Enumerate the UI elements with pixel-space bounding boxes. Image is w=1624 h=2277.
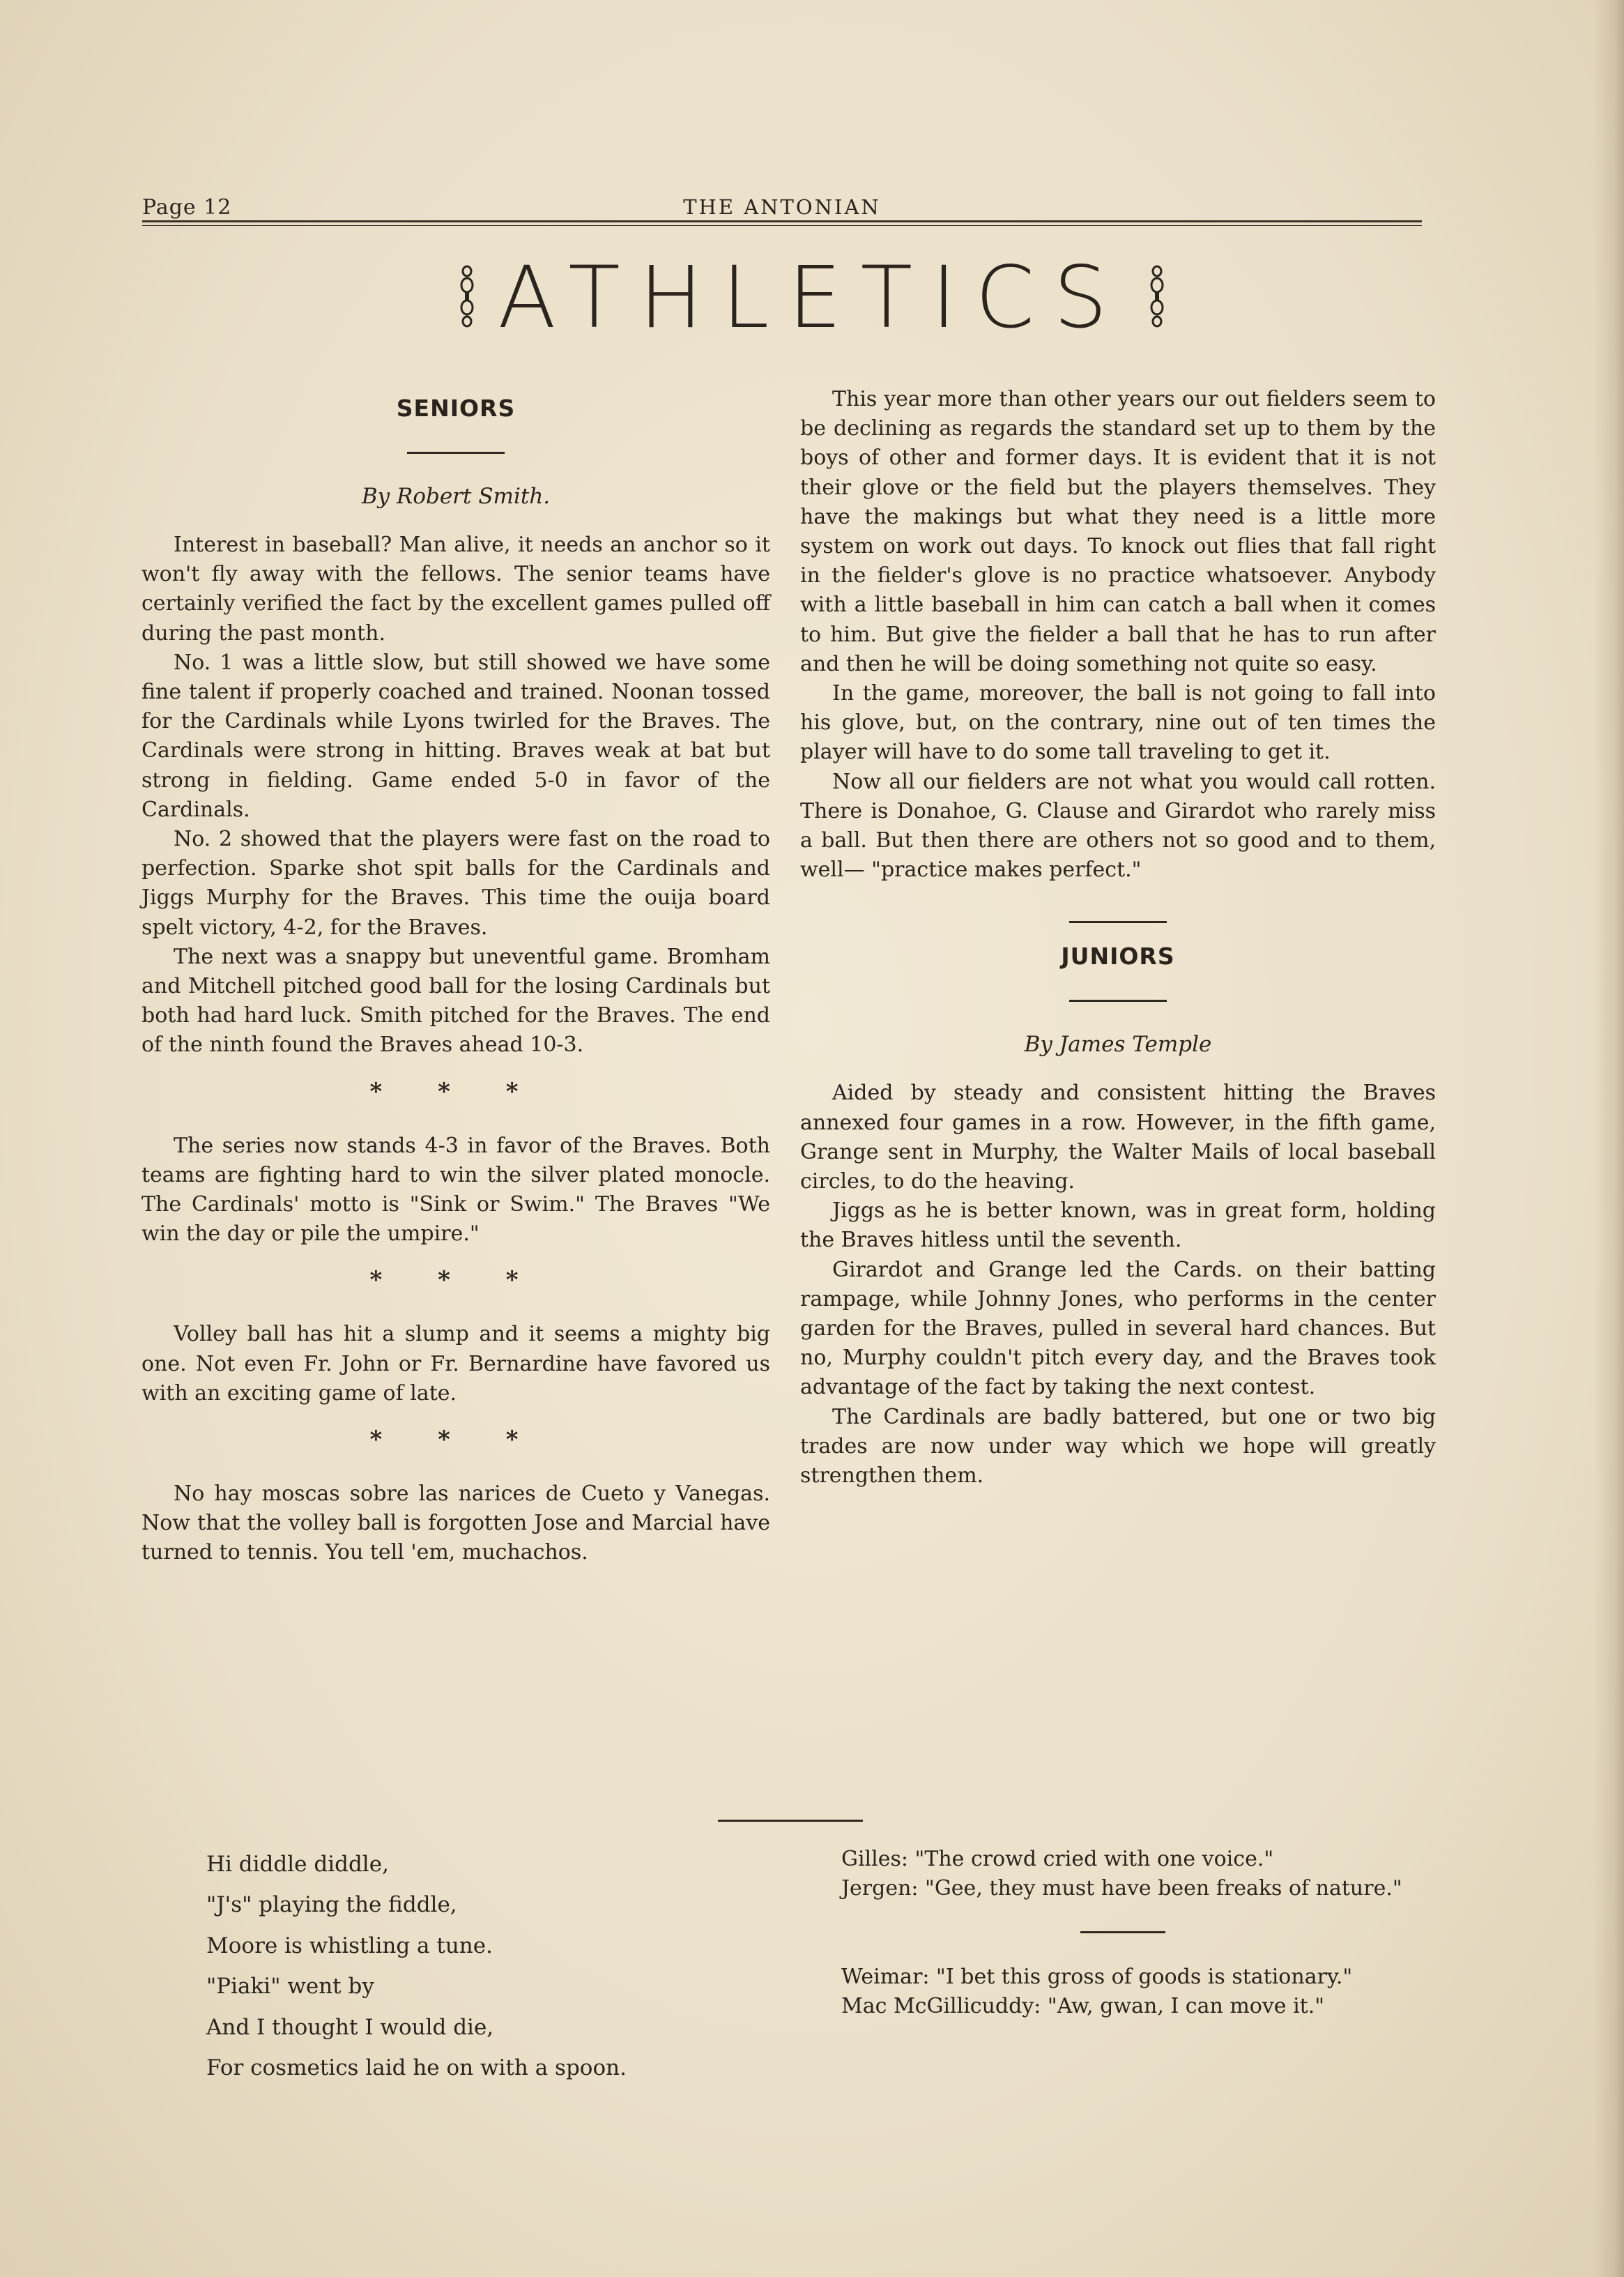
poem-line: For cosmetics laid he on with a spoon. [206,2055,627,2081]
seniors-paragraph: Interest in baseball? Man alive, it needs an anchor so it won't fly away with the fellows. The senior teams have certainly verified the fact by the excellent games pulled off during the past month. [141,533,770,646]
joke-line: Weimar: "I bet this gross of goods is stationary." [841,1965,1353,1989]
header-rule-thin [142,225,1422,226]
right-column [800,385,1436,1491]
poem [206,1844,627,2088]
joke-line: Mac McGillicuddy: "Aw, gwan, I can move it." [841,1994,1325,2018]
juniors-byline: By James Temple [1024,1032,1212,1058]
scroll-ornament-icon [457,264,477,331]
joke-line: Gilles: "The crowd cried with one voice." [841,1847,1274,1871]
outfield-paragraph: Now all our fielders are not what you would call rotten. There is Donahoe, G. Clause and Girardot who rarely miss a ball. But then there are others not so good and to them, well— "practice makes perfect." [800,769,1436,883]
seniors-paragraph: No. 1 was a little slow, but still showed we have some fine talent if properly coached and trained. Noonan tossed for the Cardinals while Lyons twirled for the Braves. The Cardinals were strong in hitting. Braves weak at bat but strong in fielding. Game ended 5-0 in favor of the Cardinals. [141,650,770,822]
seniors-paragraph: The next was a snappy but uneventful game. Bromham and Mitchell pitched good ball for the losing Cardinals but both had hard luck. Smith pitched for the Braves. The end of the ninth found the Braves ahead 10-3. [141,944,770,1058]
section-title-row [0,245,1624,350]
poem-line: Moore is whistling a tune. [206,1933,493,1958]
left-column [141,385,770,1568]
volleyball-paragraph: Volley ball has hit a slump and it seems a mighty big one. Not even Fr. John or Fr. Bernardine have favored us with an exciting game of late. [141,1322,770,1406]
seniors-paragraph: No. 2 showed that the players were fast on the road to perfection. Sparke shot spit balls for the Cardinals and Jiggs Murphy for the Braves. This time the ouija board spelt victory, 4-2, for the Braves. [141,827,770,940]
section-divider [407,452,505,454]
juniors-paragraph: Aided by steady and consistent hitting the Braves annexed four games in a row. However, in the fifth game, Grange sent in Murphy, the Walter Mails of local baseball circles, to do the heaving. [800,1081,1436,1194]
series-paragraph: The series now stands 4-3 in favor of the Braves. Both teams are fighting hard to win the silver plated monocle. The Cardinals' motto is "Sink or Swim." The Braves "We win the day or pile the umpire." [141,1133,770,1247]
jokes-column [809,1845,1437,2021]
poem-line: "Piaki" went by [206,1974,374,2000]
publication-name: THE ANTONIAN [683,195,881,219]
juniors-heading: JUNIORS [1061,943,1175,970]
joke-divider [1080,1931,1165,1933]
poem-line: Hi diddle diddle, [206,1852,389,1877]
asterisk-divider: * * * [369,1426,542,1454]
poem-line: And I thought I would die, [206,2014,494,2040]
joke-line: Jergen: "Gee, they must have been freaks of nature." [841,1876,1402,1901]
section-divider [1069,1000,1167,1002]
juniors-paragraph: Jiggs as he is better known, was in great form, holding the Braves hitless until the seventh. [800,1198,1436,1253]
scroll-ornament-icon [1147,264,1167,331]
section-divider [1069,921,1167,923]
juniors-paragraph: Girardot and Grange led the Cards. on their batting rampage, while Johnny Jones, who performs in the center garden for the Braves, pulled in several hard chances. But no, Murphy couldn't pitch every day, and the Braves took advantage of the fact by taking the next contest. [800,1257,1436,1400]
poem-line: "J's" playing the fiddle, [206,1892,457,1918]
asterisk-divider: * * * [369,1077,542,1106]
header-rule-thick [142,220,1422,222]
seniors-heading: SENIORS [396,395,516,422]
asterisk-divider: * * * [369,1266,542,1295]
page-number: Page 12 [142,195,232,220]
page-title: ATHLETICS [498,248,1126,347]
outfield-paragraph: In the game, moreover, the ball is not going to fall into his glove, but, on the contrary, nine out of ten times the player will have to do some tall traveling to get it. [800,681,1436,765]
running-header [142,191,1422,227]
seniors-byline: By Robert Smith. [361,484,551,509]
juniors-paragraph: The Cardinals are badly battered, but one or two big trades are now under way which we hope will greatly strengthen them. [800,1404,1436,1488]
outfield-paragraph: This year more than other years our out fielders seem to be declining as regards the standard set up to them by the boys of other and former days. It is evident that it is not their glove or the field but the players themselves. They have the makings but what they need is a little more system on work out days. To knock out flies that fall right in the fielder's glove is no practice whatsoever. Anybody with a little baseball in him can catch a ball when it comes to him. But give the fielder a ball that he has to run after and then he will be doing something not quite so easy. [800,387,1436,676]
spanish-paragraph: No hay moscas sobre las narices de Cueto y Vanegas. Now that the volley ball is forgotten Jose and Marcial have turned to tennis. You tell 'em, muchachos. [141,1482,770,1565]
bottom-section-rule [718,1820,863,1822]
